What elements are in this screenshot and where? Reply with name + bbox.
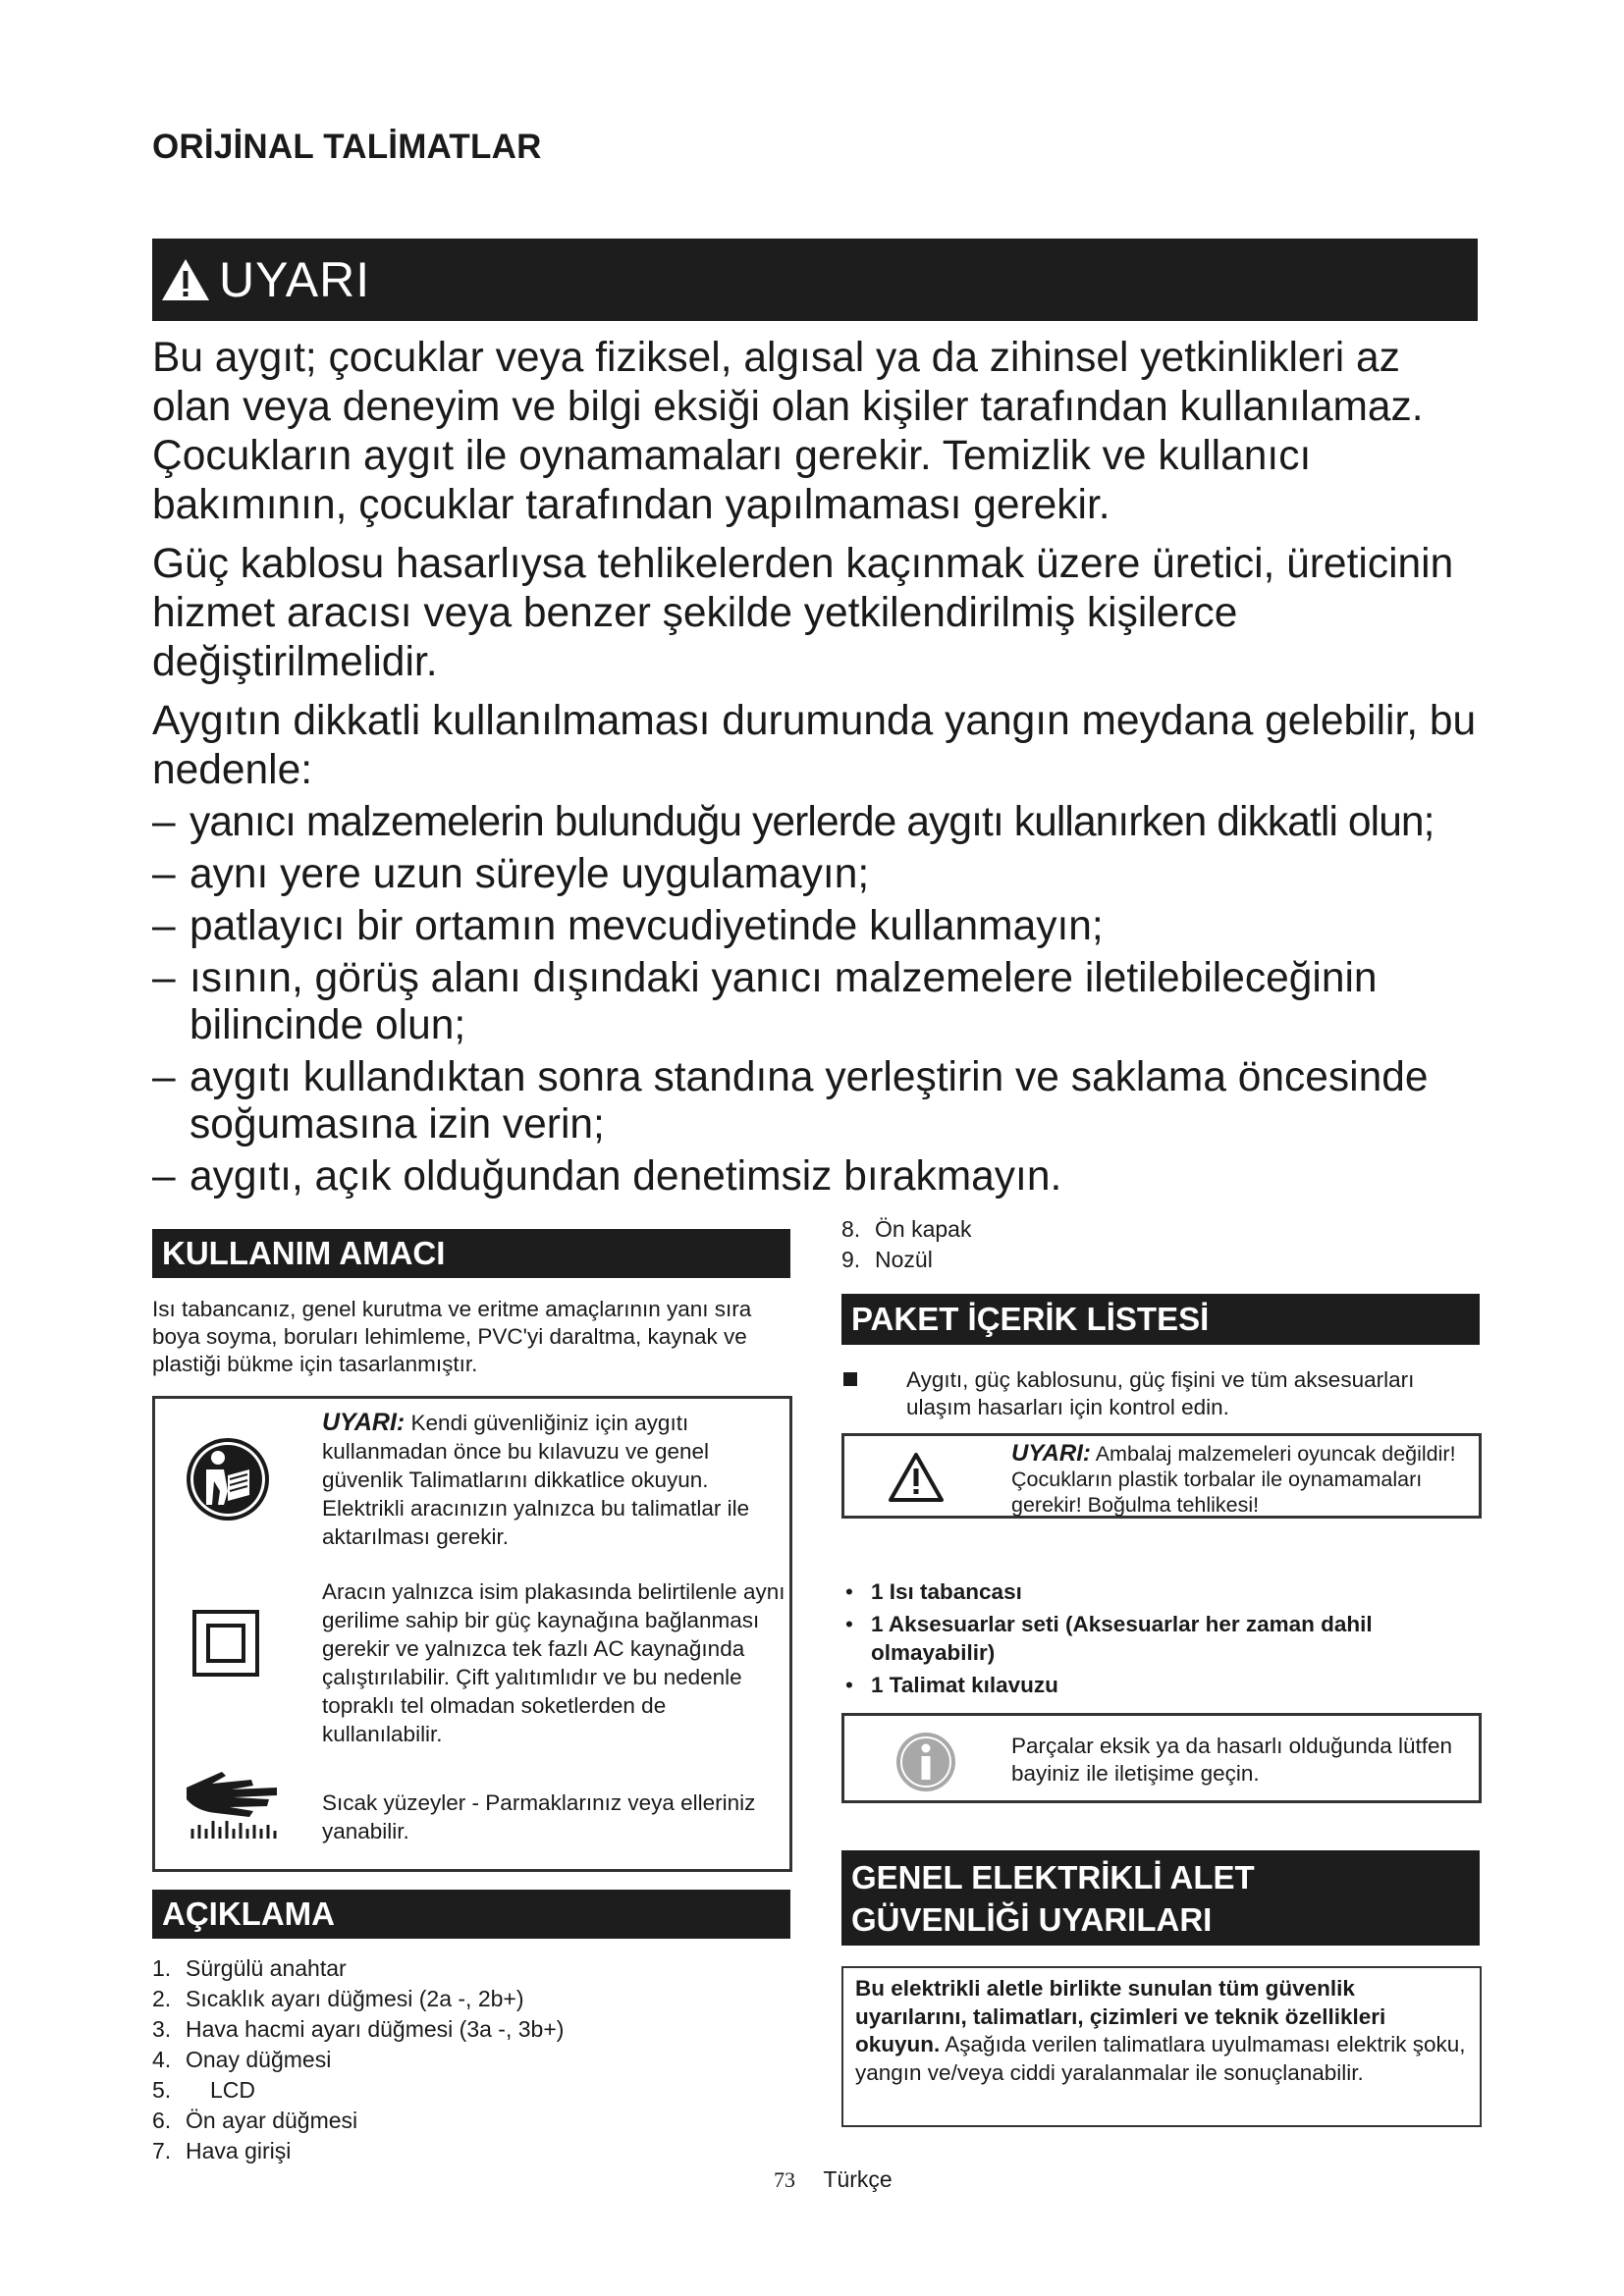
list-item: • 1 Aksesuarlar seti (Aksesuarlar her zaman dahil olmayabilir) bbox=[845, 1612, 1373, 1665]
warning-list-item: – aygıtı, açık olduğundan denetimsiz bırakmayın. bbox=[152, 1153, 1062, 1200]
warning-paragraph: Aygıtın dikkatli kullanılmaması durumunda yangın meydana gelebilir, bu nedenle: bbox=[152, 698, 1477, 793]
list-item: 2. Sıcaklık ayarı düğmesi (2a -, 2b+) bbox=[152, 1986, 524, 2011]
list-item: 1. Sürgülü anahtar bbox=[152, 1955, 347, 1981]
info-icon bbox=[895, 1732, 956, 1792]
list-item: 9. Nozül bbox=[841, 1247, 933, 1272]
footer-language: Türkçe bbox=[823, 2166, 893, 2192]
general-safety-text: Bu elektrikli aletle birlikte sunulan tüm güvenlik uyarılarını, talimatları, çizimleri ve teknik özellikleri okuyun. Aşağıda verilen talimatlara uyulmaması elektrik şoku, yangın ve/veya ciddi yaralanmalar ile sonuçlanabilir. bbox=[855, 1976, 1466, 2085]
list-item: • 1 Isı tabancası bbox=[845, 1579, 1022, 1604]
warning-body bbox=[152, 334, 1483, 1205]
square-bullet-icon bbox=[843, 1372, 857, 1386]
page-title: ORİJİNAL TALİMATLAR bbox=[152, 128, 542, 166]
general-safety-heading: GENEL ELEKTRİKLİ ALET GÜVENLİĞİ UYARILARI bbox=[841, 1850, 1480, 1946]
read-manual-icon bbox=[185, 1436, 271, 1522]
list-item: • 1 Talimat kılavuzu bbox=[845, 1673, 1058, 1697]
intended-use-heading: KULLANIM AMACI bbox=[152, 1229, 790, 1278]
info-box bbox=[841, 1713, 1482, 1803]
hot-surface-text: Sıcak yüzeyler - Parmaklarınız veya elleriniz yanabilir. bbox=[322, 1790, 756, 1843]
hot-surface-icon bbox=[183, 1764, 281, 1841]
description-list-continued bbox=[841, 1214, 1450, 1275]
description-heading: AÇIKLAMA bbox=[152, 1890, 790, 1939]
manual-warning-text: Kendi güvenliğiniz için aygıtı kullanmadan önce bu kılavuzu ve genel güvenlik Talimatlarını dikkatlice okuyun. Elektrikli aracınızın yalnızca bu talimatlar ile aktarılması gerekir. bbox=[322, 1411, 750, 1549]
warning-triangle-icon bbox=[160, 257, 211, 302]
warning-paragraph: Bu aygıt; çocuklar veya fiziksel, algısal ya da zihinsel yetkinlikleri az olan veya deneyim ve bilgi eksiği olan kişiler tarafından kullanılamaz. Çocukların aygıt ile oynamamaları gerekir. Temizlik ve kullanıcı bakımının, çocuklar tarafından yapılmaması gerekir. bbox=[152, 335, 1424, 528]
list-item: 6. Ön ayar düğmesi bbox=[152, 2108, 358, 2133]
package-items bbox=[841, 1577, 1431, 1703]
double-insulation-icon bbox=[192, 1610, 259, 1677]
list-item: 4. Onay düğmesi bbox=[152, 2047, 332, 2072]
warning-list-item: – aynı yere uzun süreyle uygulamayın; bbox=[152, 851, 870, 897]
package-check: Aygıtı, güç kablosunu, güç fişini ve tüm aksesuarları ulaşım hasarları için kontrol edin. bbox=[841, 1366, 1480, 1421]
list-item: 3. Hava hacmi ayarı düğmesi (3a -, 3b+) bbox=[152, 2016, 565, 2042]
list-item: 5. LCD bbox=[152, 2077, 256, 2103]
footer bbox=[774, 2166, 893, 2193]
warning-list bbox=[152, 799, 1483, 1201]
bag-warning-box bbox=[841, 1433, 1482, 1519]
manual-warning bbox=[322, 1409, 788, 1551]
double-insulation-text: Aracın yalnızca isim plakasında belirtilenle aynı gerilime sahip bir güç kaynağına bağlanması gerekir ve yalnızca tek fazlı AC kaynağında çalıştırılabilir. Çift yalıtımlıdır ve bu nedenle topraklı tel olmadan soketlerden de kullanılabilir. bbox=[322, 1579, 785, 1746]
bag-warning: UYARI: Ambalaj malzemeleri oyuncak değildir! Çocukların plastik torbalar ile oynamamaları gerekir! Boğulma tehlikesi! bbox=[1011, 1440, 1456, 1517]
list-item: 8. Ön kapak bbox=[841, 1216, 972, 1242]
general-safety-box bbox=[841, 1966, 1482, 2127]
warning-list-item: – ısının, görüş alanı dışındaki yanıcı malzemelere iletilebileceğinin bilincinde olun; bbox=[152, 955, 1378, 1048]
info-text: Parçalar eksik ya da hasarlı olduğunda lütfen bayiniz ile iletişime geçin. bbox=[1011, 1734, 1453, 1786]
warning-label: UYARI bbox=[219, 252, 371, 307]
warning-banner bbox=[152, 239, 1478, 321]
symbols-box bbox=[152, 1396, 792, 1872]
warning-paragraph: Güç kablosu hasarlıysa tehlikelerden kaçınmak üzere üretici, üreticinin hizmet aracısı veya benzer şekilde yetkilendirilmiş kişilerce değiştirilmelidir. bbox=[152, 541, 1454, 685]
manual-warning-label: UYARI: bbox=[322, 1409, 406, 1436]
page-number: 73 bbox=[774, 2167, 795, 2192]
intended-use-text: Isı tabancanız, genel kurutma ve eritme amaçlarının yanı sıra boya soyma, boruları lehimleme, PVC'yi daraltma, kaynak ve plastiği bükme için tasarlanmıştır. bbox=[152, 1297, 752, 1376]
description-list bbox=[152, 1953, 781, 2166]
package-heading: PAKET İÇERİK LİSTESİ bbox=[841, 1294, 1480, 1345]
warning-list-item: – aygıtı kullandıktan sonra standına yerleştirin ve saklama öncesinde soğumasına izin verin; bbox=[152, 1054, 1429, 1148]
list-item: 7. Hava girişi bbox=[152, 2138, 292, 2163]
warning-list-item: – yanıcı malzemelerin bulunduğu yerlerde aygıtı kullanırken dikkatli olun; bbox=[152, 799, 1435, 845]
warning-triangle-icon bbox=[888, 1452, 945, 1503]
warning-list-item: – patlayıcı bir ortamın mevcudiyetinde kullanmayın; bbox=[152, 903, 1104, 949]
